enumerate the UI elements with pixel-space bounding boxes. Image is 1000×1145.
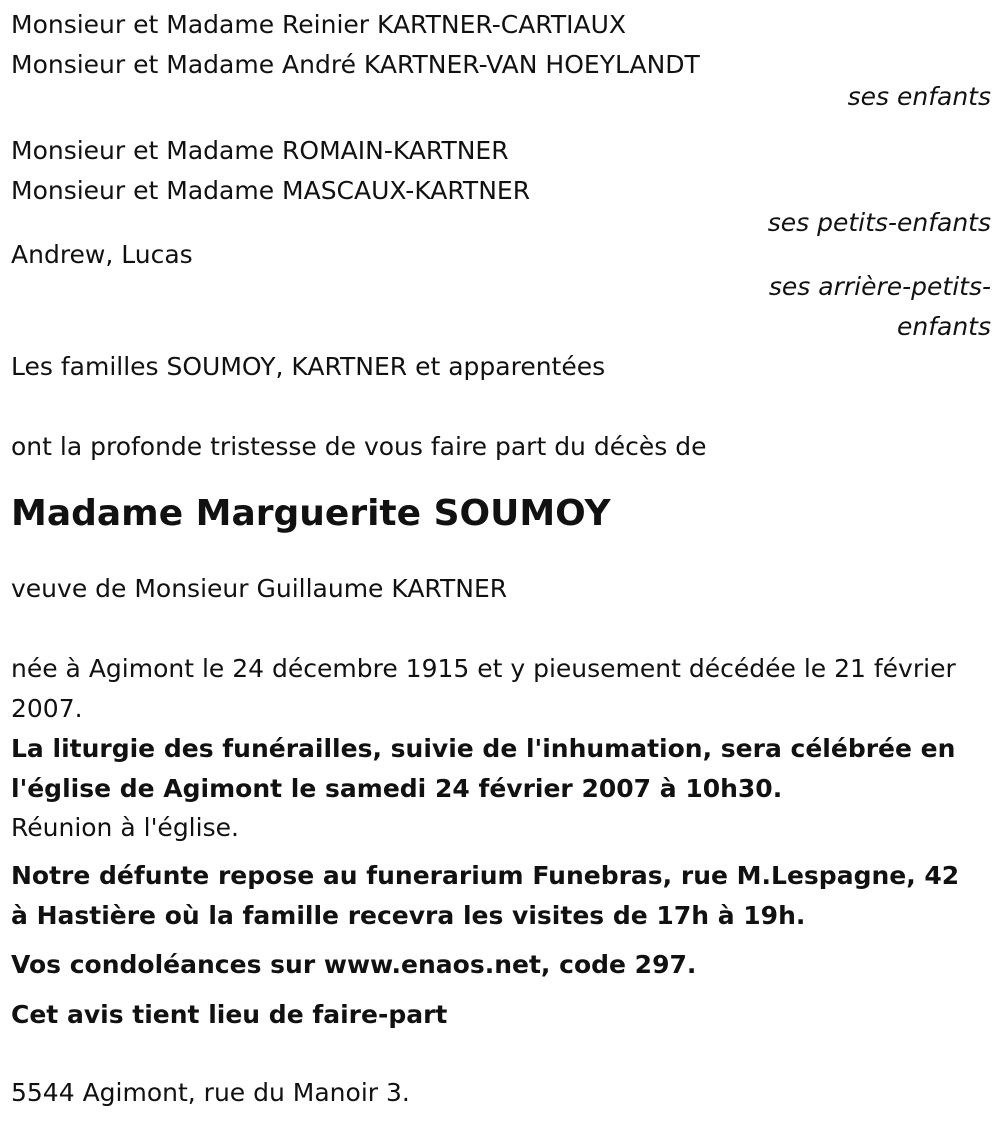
funerarium-details: Notre défunte repose au funerarium Funebras, rue M.Lespagne, 42 à Hastière où la famille recevra les visites de 17h à 19h.	[11, 861, 960, 930]
great-grandchildren-role-line-2: enfants	[896, 312, 991, 341]
deceased-name: Madame Marguerite SOUMOY	[11, 493, 611, 534]
spacer	[11, 609, 991, 649]
notice-statement: Cet avis tient lieu de faire-part	[11, 1000, 448, 1029]
grandchild-couple-2: Monsieur et Madame MASCAUX-KARTNER	[11, 176, 531, 205]
spacer	[11, 387, 991, 427]
grandchild-couple-1: Monsieur et Madame ROMAIN-KARTNER	[11, 136, 509, 165]
death-notice	[11, 5, 991, 1113]
meeting-place: Réunion à l'église.	[11, 813, 239, 842]
child-couple-1: Monsieur et Madame Reinier KARTNER-CARTIAUX	[11, 10, 627, 39]
widow-of: veuve de Monsieur Guillaume KARTNER	[11, 574, 508, 603]
family-address: 5544 Agimont, rue du Manoir 3.	[11, 1078, 410, 1107]
children-role-label: ses enfants	[847, 82, 991, 111]
spacer	[11, 117, 991, 131]
spacer	[11, 1035, 991, 1073]
announcement-intro: ont la profonde tristesse de vous faire part du décès de	[11, 432, 707, 461]
birth-death-details: née à Agimont le 24 décembre 1915 et y pieusement décédée le 21 février 2007.	[11, 654, 956, 723]
other-families: Les familles SOUMOY, KARTNER et apparentées	[11, 352, 606, 381]
great-grandchildren-role-line-1: ses arrière-petits-	[768, 272, 991, 301]
great-grandchildren-names: Andrew, Lucas	[11, 240, 193, 269]
liturgy-details: La liturgie des funérailles, suivie de l'inhumation, sera célébrée en l'église de Agimont le samedi 24 février 2007 à 10h30.	[11, 734, 956, 803]
great-grandchildren-role-label	[11, 267, 991, 347]
spacer	[11, 539, 991, 569]
grandchildren-role-label: ses petits-enfants	[767, 208, 991, 237]
condolences-info: Vos condoléances sur www.enaos.net, code 297.	[11, 950, 697, 979]
child-couple-2: Monsieur et Madame André KARTNER-VAN HOEYLANDT	[11, 50, 700, 79]
